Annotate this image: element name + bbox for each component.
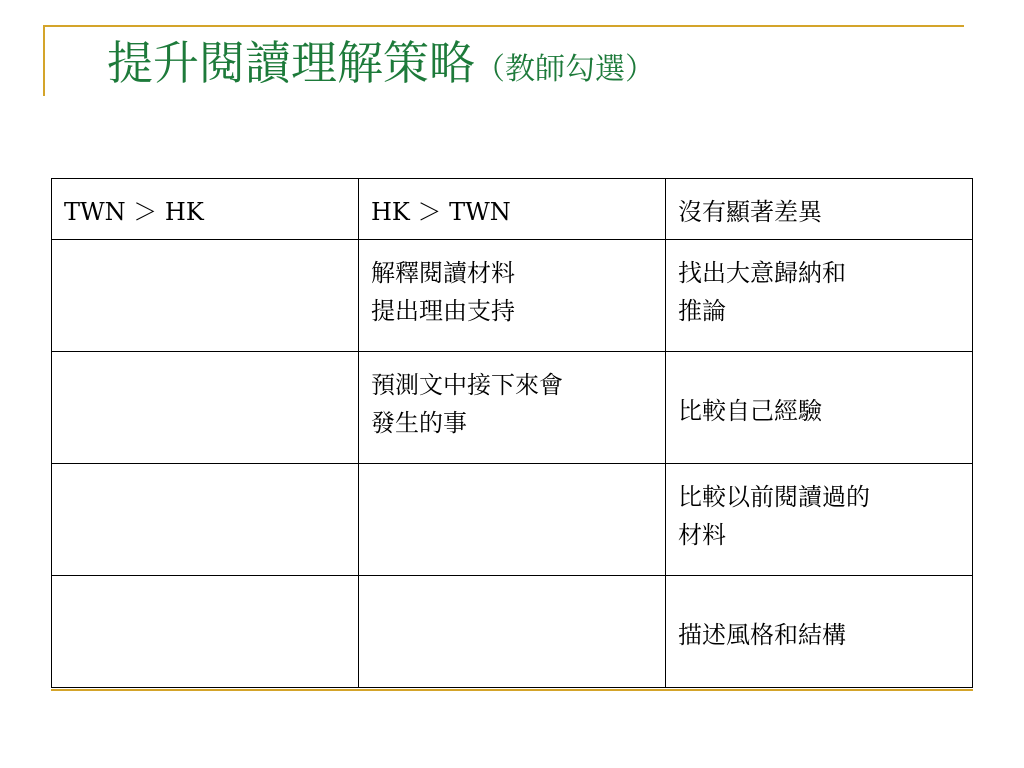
strategy-comparison-table — [51, 178, 973, 688]
cell-text: 描述風格和結構 — [678, 620, 846, 649]
table-row — [52, 576, 973, 688]
table-cell — [52, 352, 359, 464]
table-cell — [666, 464, 973, 576]
header-cell-no-difference: 沒有顯著差異 — [666, 179, 973, 240]
table-row — [52, 464, 973, 576]
slide-frame-left-bar — [43, 26, 45, 96]
table-cell — [52, 576, 359, 688]
cell-text: 預測文中接下來會 — [371, 371, 563, 399]
cell-text: 發生的事 — [371, 409, 467, 437]
cell-text: 找出大意歸納和 — [678, 259, 846, 287]
cell-text: 比較以前閱讀過的 — [678, 483, 870, 511]
table-cell — [52, 240, 359, 352]
cell-text: 提出理由支持 — [371, 297, 515, 325]
header-cell-twn-greater: TWN ＞ HK — [52, 179, 359, 240]
slide-title — [107, 36, 655, 91]
header-cell-hk-greater: HK ＞ TWN — [359, 179, 666, 240]
cell-text: 材料 — [678, 521, 726, 549]
slide-frame-top-rule — [43, 25, 964, 27]
table-cell — [666, 352, 973, 464]
cell-text: 解釋閱讀材料 — [371, 259, 515, 287]
table-cell — [52, 464, 359, 576]
table-row — [52, 352, 973, 464]
table-header-row — [52, 179, 973, 240]
table-cell — [666, 576, 973, 688]
cell-text: 比較自己經驗 — [678, 396, 822, 425]
table-row — [52, 240, 973, 352]
table-cell — [359, 576, 666, 688]
slide-title-note: （教師勾選） — [475, 52, 655, 87]
cell-text: 推論 — [678, 297, 726, 325]
slide-bottom-rule — [51, 689, 973, 691]
table-cell — [666, 240, 973, 352]
table-cell — [359, 240, 666, 352]
table-cell — [359, 464, 666, 576]
table-cell — [359, 352, 666, 464]
slide-title-main: 提升閱讀理解策略 — [107, 36, 475, 90]
